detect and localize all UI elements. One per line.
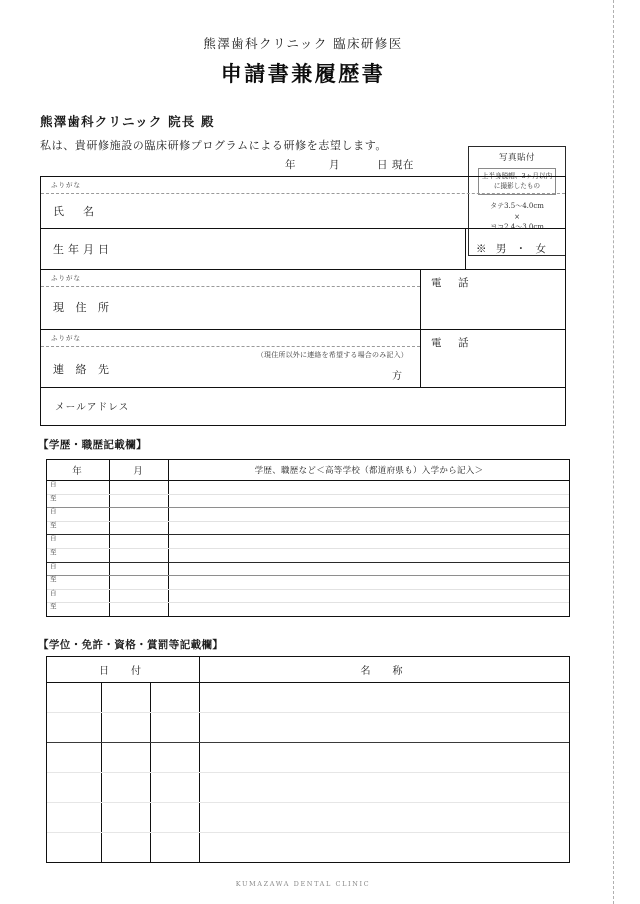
license-month-cell[interactable] [102,713,151,743]
name-row [41,177,565,228]
table-row[interactable] [47,535,569,549]
document-subtitle: 熊澤歯科クリニック 臨床研修医 [203,36,403,51]
address-row [41,269,565,329]
table-row[interactable] [47,603,569,616]
license-year-cell[interactable] [47,833,102,863]
table-row[interactable] [47,683,569,713]
education-month-cell[interactable] [110,603,169,616]
education-desc-cell[interactable] [169,589,570,603]
contact-label: 連 絡 先 [53,363,113,376]
license-name-cell[interactable] [200,743,570,773]
table-row[interactable] [47,576,569,590]
table-row[interactable] [47,713,569,743]
license-year-cell[interactable] [47,743,102,773]
education-month-cell[interactable] [110,521,169,535]
license-month-cell[interactable] [102,683,151,713]
table-row[interactable] [47,548,569,562]
dob-label: 生年月日 [53,243,113,256]
education-desc-cell[interactable] [169,562,570,576]
table-row[interactable] [47,508,569,522]
education-table [46,459,570,617]
license-month-cell[interactable] [102,743,151,773]
education-desc-cell[interactable] [169,481,570,495]
photo-dim-times: × [514,212,520,221]
education-month-cell[interactable] [110,589,169,603]
education-month-cell[interactable] [110,494,169,508]
education-desc-cell[interactable] [169,521,570,535]
license-year-cell[interactable] [47,713,102,743]
table-row[interactable] [47,481,569,495]
education-desc-cell[interactable] [169,603,570,616]
contact-cell[interactable] [41,330,420,387]
license-day-cell[interactable] [151,683,200,713]
education-month-cell[interactable] [110,548,169,562]
address-furigana-label: ふりがな [41,270,420,287]
document-header [0,0,606,88]
contact-row [41,329,565,387]
education-col-year: 年 [47,460,110,481]
dob-cell[interactable] [41,229,465,269]
license-col-date: 日 付 [47,657,200,683]
education-marker: 自 [47,535,110,549]
address-label: 現 住 所 [53,301,113,314]
address-cell[interactable] [41,270,420,329]
education-month-cell[interactable] [110,535,169,549]
license-year-cell[interactable] [47,803,102,833]
table-row[interactable] [47,521,569,535]
contact-tel-cell[interactable]: 電 話 [420,330,565,387]
license-name-cell[interactable] [200,683,570,713]
table-row[interactable] [47,833,569,863]
date-line [285,157,445,172]
education-desc-cell[interactable] [169,576,570,590]
education-marker: 自 [47,508,110,522]
license-day-cell[interactable] [151,713,200,743]
education-marker: 至 [47,603,110,616]
email-label: メールアドレス [55,402,130,413]
license-year-cell[interactable] [47,773,102,803]
dob-row [41,228,565,269]
date-month-label: 月 [329,159,340,171]
education-marker: 至 [47,494,110,508]
education-month-cell[interactable] [110,576,169,590]
license-body [47,683,569,863]
table-row[interactable] [47,589,569,603]
education-month-cell[interactable] [110,481,169,495]
application-statement: 私は、貴研修施設の臨床研修プログラムによる研修を志望します。 [40,139,388,152]
license-col-name: 名 称 [200,657,570,683]
table-row[interactable] [47,803,569,833]
license-name-cell[interactable] [200,713,570,743]
contact-furigana-label: ふりがな [41,330,420,347]
education-marker: 至 [47,521,110,535]
sex-cell[interactable]: ※ 男 ・ 女 [465,229,565,269]
address-tel-cell[interactable]: 電 話 [420,270,565,329]
license-month-cell[interactable] [102,833,151,863]
education-desc-cell[interactable] [169,494,570,508]
name-cell[interactable] [41,177,565,228]
license-section-heading: 【学位・免許・資格・賞罰等記載欄】 [38,639,224,651]
email-row[interactable] [41,387,565,425]
education-col-month: 月 [110,460,169,481]
trim-guide [613,0,614,904]
name-label: 氏 名 [53,205,98,218]
addressee-line: 熊澤歯科クリニック 院長 殿 [40,114,215,129]
license-day-cell[interactable] [151,743,200,773]
education-section-heading: 【学歴・職歴記載欄】 [38,439,147,451]
education-marker: 至 [47,548,110,562]
license-table [46,656,570,863]
license-month-cell[interactable] [102,803,151,833]
document-title: 申請書兼履歴書 [220,61,386,86]
education-marker: 至 [47,576,110,590]
photo-dim-height: タテ3.5〜4.0cm [490,202,544,211]
education-desc-cell[interactable] [169,535,570,549]
education-marker: 自 [47,589,110,603]
photo-instruction: 上半身脱帽、3ヶ月以内に撮影したもの [478,168,556,195]
license-day-cell[interactable] [151,773,200,803]
table-row[interactable] [47,562,569,576]
license-year-cell[interactable] [47,683,102,713]
personal-info-table [40,176,566,426]
date-day-label: 日 現在 [377,159,414,171]
education-marker: 自 [47,562,110,576]
license-day-cell[interactable] [151,803,200,833]
license-day-cell[interactable] [151,833,200,863]
kata-mark: 方 [392,371,402,382]
education-header-row [47,460,569,481]
license-month-cell[interactable] [102,773,151,803]
education-month-cell[interactable] [110,562,169,576]
education-body [47,481,569,616]
education-month-cell[interactable] [110,508,169,522]
photo-dim-width: ヨコ2.4〜3.0cm [490,223,544,232]
education-col-description: 学歴、職歴など＜高等学校（都道府県も）入学から記入＞ [169,460,570,481]
education-desc-cell[interactable] [169,548,570,562]
table-row[interactable] [47,773,569,803]
education-marker: 自 [47,481,110,495]
license-header-row [47,657,569,683]
date-year-label: 年 [285,159,296,171]
page-footer: KUMAZAWA DENTAL CLINIC [235,880,371,888]
license-name-cell[interactable] [200,833,570,863]
table-row[interactable] [47,494,569,508]
license-name-cell[interactable] [200,803,570,833]
name-furigana-label: ふりがな [41,177,565,194]
photo-box-title: 写真貼付 [498,153,535,163]
education-desc-cell[interactable] [169,508,570,522]
license-name-cell[interactable] [200,773,570,803]
table-row[interactable] [47,743,569,773]
contact-note: （現住所以外に連絡を希望する場合のみ記入） [256,351,408,359]
